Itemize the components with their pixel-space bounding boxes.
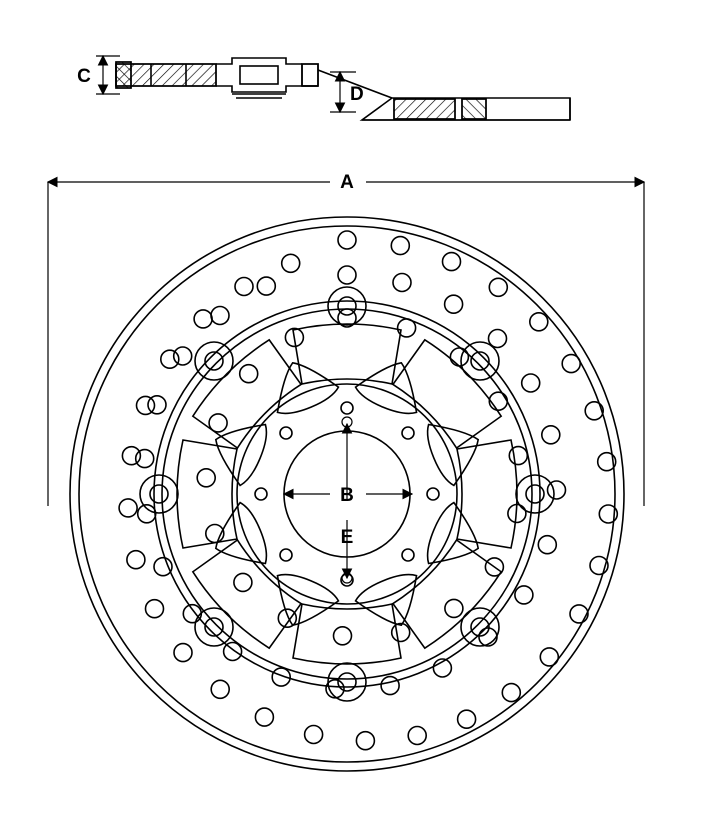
- rivet: [195, 608, 233, 646]
- side-cross-section-view: [77, 56, 570, 120]
- dimension-d: [330, 72, 364, 112]
- dimension-label-d: D: [350, 84, 364, 105]
- side-center-hub: [216, 58, 302, 98]
- side-left-end-block: [116, 62, 131, 88]
- rivet: [328, 663, 366, 701]
- side-transition: [302, 64, 392, 98]
- rivet: [328, 287, 366, 325]
- dimension-c: [77, 56, 120, 94]
- dimension-b: [284, 485, 412, 506]
- dimension-label-c: C: [77, 66, 91, 87]
- dimension-label-a: A: [340, 172, 354, 193]
- front-face-view: [48, 172, 644, 771]
- dimension-label-b: B: [340, 485, 354, 506]
- dimension-label-e: E: [340, 527, 354, 548]
- drill-hole-ring-inner: [197, 309, 527, 645]
- dimension-a: [48, 172, 644, 506]
- rivet: [140, 475, 178, 513]
- rivet: [195, 342, 233, 380]
- side-right-disc-band: [362, 98, 570, 120]
